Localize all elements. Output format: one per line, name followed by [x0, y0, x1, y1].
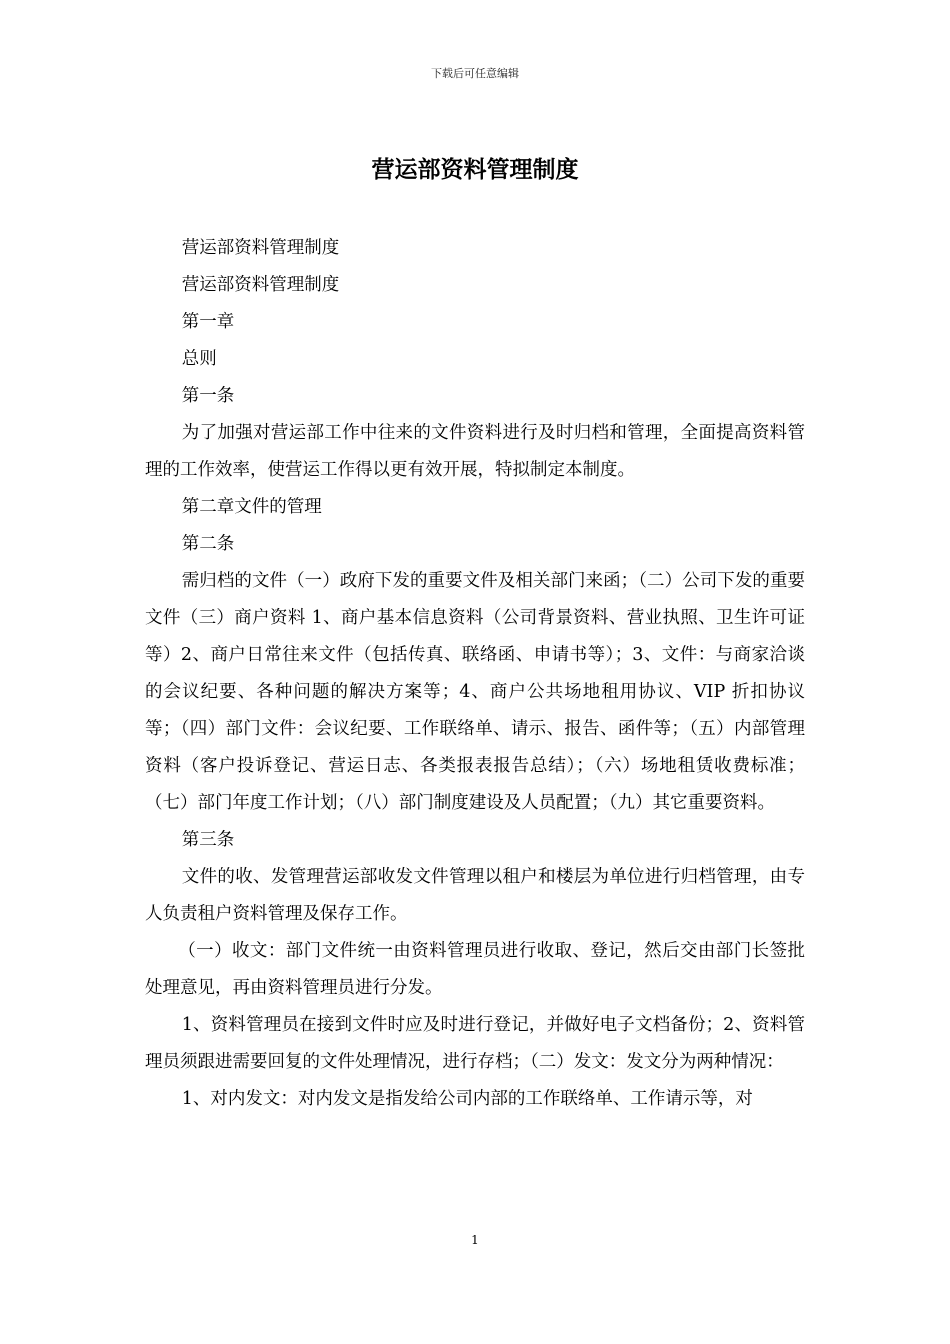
document-title: 营运部资料管理制度	[371, 156, 579, 183]
article-heading-2: 第二条	[181, 534, 235, 554]
article-heading-3: 第三条	[181, 830, 235, 850]
paragraph-subtitle-1: 营运部资料管理制度	[181, 238, 340, 258]
chapter-name-1: 总则	[181, 349, 217, 369]
receiving-steps: 1、资料管理员在接到文件时应及时进行登记，并做好电子文档备份；2、资料管理员须跟进需要回复的文件处理情况，进行存档；（二）发文：发文分为两种情况：	[145, 1015, 805, 1072]
article-text-1: 为了加强对营运部工作中往来的文件资料进行及时归档和管理，全面提高资料管理的工作效率，使营运工作得以更有效开展，特拟制定本制度。	[145, 423, 805, 480]
header-note: 下载后可任意编辑	[431, 67, 519, 80]
receiving-section: （一）收文：部门文件统一由资料管理员进行收取、登记，然后交由部门长签批处理意见，再由资料管理员进行分发。	[145, 941, 805, 998]
article-heading-1: 第一条	[181, 386, 235, 406]
article-text-2: 需归档的文件（一）政府下发的重要文件及相关部门来函；（二）公司下发的重要文件（三）商户资料 1、商户基本信息资料（公司背景资料、营业执照、卫生许可证等）2、商户日常往来文件（包括传真、联络函、申请书等）；3、文件：与商家洽谈的会议纪要、各种问题的解决方案等；4、商户公共场地租用协议、VIP 折扣协议等；（四）部门文件：会议纪要、工作联络单、请示、报告、函件等；（五）内部管理资料（客户投诉登记、营运日志、各类报表报告总结）；（六）场地租赁收费标准；（七）部门年度工作计划；（八）部门制度建设及人员配置；（九）其它重要资料。	[145, 571, 805, 813]
chapter-heading-1: 第一章	[181, 312, 235, 332]
paragraph-subtitle-2: 营运部资料管理制度	[181, 275, 340, 295]
document-body	[145, 230, 805, 1118]
chapter-heading-2: 第二章文件的管理	[181, 497, 322, 517]
internal-dispatch-text: 1、对内发文：对内发文是指发给公司内部的工作联络单、工作请示等，对	[181, 1089, 753, 1109]
page-number: 1	[471, 1233, 479, 1247]
article-text-3: 文件的收、发管理营运部收发文件管理以租户和楼层为单位进行归档管理，由专人负责租户资料管理及保存工作。	[145, 867, 805, 924]
